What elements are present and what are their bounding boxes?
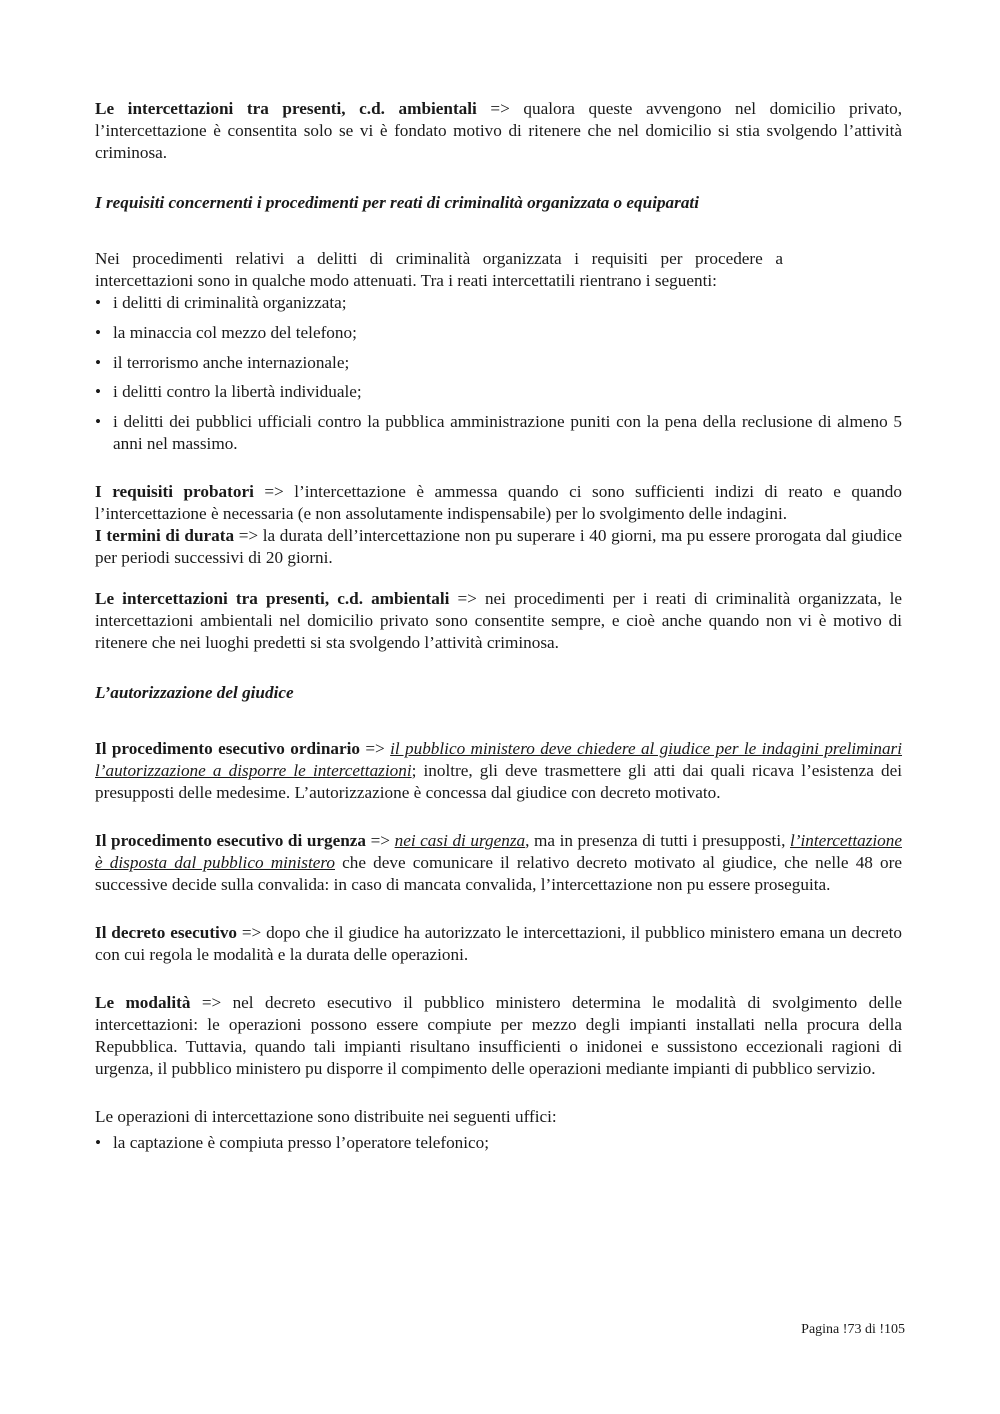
list-item: • il terrorismo anche internazionale;	[95, 352, 350, 372]
paragraph-procedimento-ordinario: Il procedimento esecutivo ordinario => il pubblico ministero deve chiedere al giudice per le indagini preliminari l’autorizzazione a disporre le intercettazioni; inoltre, gli deve trasmettere gli atti dai quali ricava l’esistenza dei presupposti delle medesime. L’autorizzazione è concessa dal giudice con decreto motivato.	[95, 739, 903, 803]
term-termini-durata: I termini di durata	[95, 526, 235, 546]
term-procedimento-urgenza: Il procedimento esecutivo di urgenza	[95, 831, 367, 851]
bullet-icon: •	[95, 1133, 102, 1153]
bullet-icon: •	[95, 322, 102, 342]
emphasis-underlined: il pubblico ministero deve chiedere al giudice per le indagini preliminari l’autorizzazione a disporre le intercettazioni	[95, 739, 903, 781]
list-reati	[95, 292, 902, 455]
emphasis-underlined: l’intercettazione è disposta dal pubblico ministero	[95, 831, 902, 873]
list-item: • i delitti contro la libertà individuale;	[95, 382, 362, 402]
term-procedimento-ordinario: Il procedimento esecutivo ordinario	[95, 739, 360, 759]
document-page	[95, 98, 902, 1154]
section-heading-criminalita: I requisiti concernenti i procedimenti per reati di criminalità organizzata o equiparati	[95, 193, 699, 212]
paragraph-termini-durata: I termini di durata => la durata dell’intercettazione non pu superare i 40 giorni, ma pu essere prorogata dal giudice per periodi successivi di 20 giorni.	[95, 526, 902, 568]
paragraph-procedimento-urgenza: Il procedimento esecutivo di urgenza => nei casi di urgenza, ma in presenza di tutti i presupposti, l’intercettazione è disposta dal pubblico ministero che deve comunicare il relativo decreto motivato al giudice, che nelle 48 ore successive decide sulla convalida: in caso di mancata convalida, l’intercettazione non pu essere proseguita.	[95, 831, 902, 895]
paragraph-decreto-esecutivo: Il decreto esecutivo => dopo che il giudice ha autorizzato le intercettazioni, il pubblico ministero emana un decreto con cui regola le modalità e la durata delle operazioni.	[95, 923, 902, 965]
paragraph-ambientali-2: Le intercettazioni tra presenti, c.d. ambientali => nei procedimenti per i reati di criminalità organizzata, le intercettazioni ambientali nel domicilio privato sono consentite sempre, e cioè anche quando non vi è motivo di ritenere che nei luoghi predetti si sta svolgendo l’attività criminosa.	[95, 589, 902, 653]
emphasis-underlined: nei casi di urgenza	[394, 831, 526, 851]
paragraph-operazioni: Le operazioni di intercettazione sono distribuite nei seguenti uffici:	[95, 1107, 557, 1127]
paragraph-procedimenti: Nei procedimenti relativi a delitti di criminalità organizzata i requisiti per procedere a intercettazioni sono in qualche modo attenuati. Tra i reati intercettatili rientrano i seguenti:	[95, 249, 783, 290]
list-uffici	[95, 1132, 902, 1154]
list-item: • i delitti di criminalità organizzata;	[95, 293, 347, 312]
bullet-icon: •	[95, 352, 102, 372]
list-item: • la minaccia col mezzo del telefono;	[95, 322, 357, 342]
bullet-icon: •	[95, 412, 102, 432]
list-item: • la captazione è compiuta presso l’operatore telefonico;	[95, 1133, 490, 1153]
paragraph-text: => qualora queste avvengono nel domicilio privato, l’intercettazione è consentita solo se vi è fondato motivo di ritenere che nel domicilio si stia svolgendo l’attività criminosa.	[95, 99, 903, 162]
term-ambientali-2: Le intercettazioni tra presenti, c.d. ambientali	[95, 589, 450, 609]
paragraph-ambientali	[95, 98, 902, 164]
paragraph-modalita: Le modalità => nel decreto esecutivo il pubblico ministero determina le modalità di svolgimento delle intercettazioni: le operazioni possono essere compiute per mezzo degli impianti installati nella procura della Repubblica. Tuttavia, quando tali impianti risultano insufficienti o inidonei e sussistono eccezionali ragioni di urgenza, il pubblico ministero pu disporre il compimento delle operazioni mediante impianti di pubblico servizio.	[95, 993, 902, 1079]
paragraph-requisiti-probatori: I requisiti probatori => l’intercettazione è ammessa quando ci sono sufficienti indizi di reato e quando l’intercettazione è necessaria (e non assolutamente indispensabile) per lo svolgimento delle indagini.	[95, 482, 902, 524]
term-requisiti-probatori: I requisiti probatori	[95, 482, 254, 502]
bullet-icon: •	[95, 293, 102, 312]
term-modalita: Le modalità	[95, 993, 191, 1013]
list-item: • i delitti dei pubblici ufficiali contro la pubblica amministrazione puniti con la pena della reclusione di almeno 5 anni nel massimo.	[95, 412, 902, 454]
bullet-icon: •	[95, 382, 102, 402]
section-heading-autorizzazione: L’autorizzazione del giudice	[95, 683, 294, 703]
term-decreto-esecutivo: Il decreto esecutivo	[95, 923, 238, 943]
term-ambientali: Le intercettazioni tra presenti, c.d. ambientali	[95, 99, 477, 118]
page-number: Pagina !73 di !105	[801, 1322, 905, 1337]
